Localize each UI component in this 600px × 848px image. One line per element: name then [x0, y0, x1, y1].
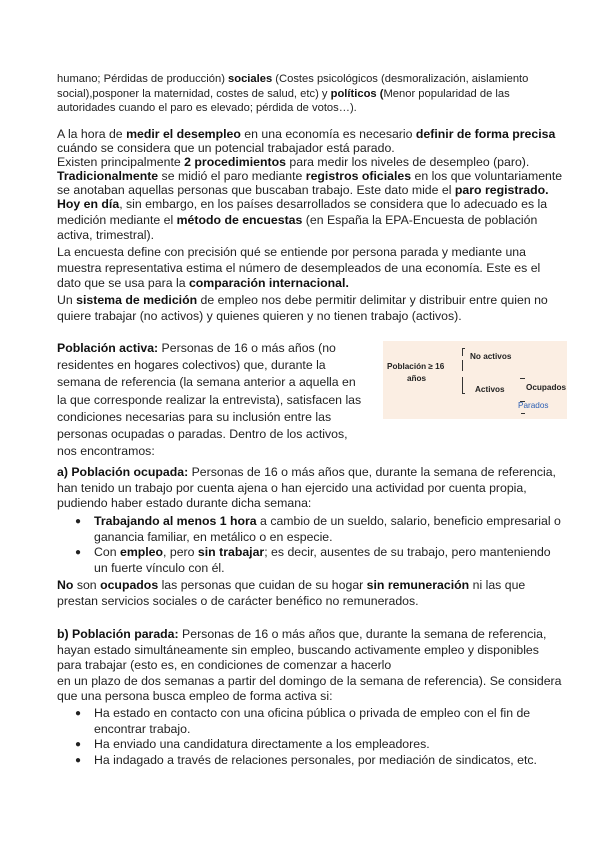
text: humano; Pérdidas de producción) — [57, 73, 229, 85]
text: en una economía es necesario — [240, 127, 416, 141]
text: Un — [57, 293, 77, 307]
bracket-line — [462, 348, 463, 356]
bracket-line — [462, 377, 463, 393]
bold-text: sociales — [228, 73, 273, 85]
list-item: ● Ha indagado a través de relaciones personales, por mediación de sindicatos, etc. — [57, 753, 565, 769]
bold-text: medir el desempleo — [126, 127, 241, 141]
paragraph-poblacion-parada — [57, 627, 565, 705]
bracket-line — [520, 378, 525, 379]
paragraph-procedimientos — [57, 155, 565, 169]
bracket-line — [462, 360, 463, 371]
text: Personas de 16 o más años (no residentes en hogares colectivos) que, durante la semana de referencia (la semana anterior a aquella en la que corresponde realizar la entrevista), satisfacen las condiciones necesarias para su inclusión entre las personas ocupadas o paradas. Dentro de los activos, nos encontramos: — [57, 341, 362, 459]
paragraph-encuesta — [57, 245, 565, 292]
bold-text: empleo — [119, 545, 164, 560]
list-item: ● Ha estado en contacto con una oficina pública o privada de empleo con el fin de encontrar trabajo. — [57, 706, 565, 737]
text: , sin embargo, en los países desarrollados se considera que lo adecuado es la medición mediante el — [57, 197, 548, 227]
text: Existen principalmente — [57, 155, 185, 169]
text: (Costes psicológicos (desmoralización, aislamiento social),posponer la maternidad, costes de salud, etc) y — [57, 73, 529, 100]
text: las personas que cuidan de su hogar — [158, 578, 367, 592]
text: en un plazo de dos semanas a partir del domingo de la semana de referencia). Se considera que una persona busca empleo de forma activa si: — [57, 673, 562, 704]
bold-text: método de encuestas — [176, 212, 303, 227]
list-item — [57, 545, 565, 576]
paragraph-hoy-en-dia — [57, 197, 565, 244]
bold-text: paro registrado. — [454, 183, 549, 198]
text: Menor popularidad de las autoridades cuando el paro es elevado; pérdida de votos…). — [57, 87, 510, 114]
text: La encuesta define con precisión qué se entiende por persona parada y mediante una muestra representativa estima el número de desempleados de una economía. Este es el dato que se usa para la — [57, 245, 541, 291]
text: , pero — [163, 545, 198, 560]
bold-text: políticos ( — [330, 87, 384, 100]
text: son — [73, 578, 101, 592]
text: se midió el paro mediante — [158, 169, 306, 183]
paragraph-medir-desempleo — [57, 127, 565, 155]
text: a cambio de un sueldo, salario, beneficio empresarial o ganancia familiar, en metálico o en especie. — [94, 514, 561, 544]
text: cuándo se considera que un potencial trabajador está parado. — [57, 141, 395, 156]
bold-text: ocupados — [100, 578, 159, 592]
text: Personas de 16 o más años que, durante la semana de referencia, han tenido un trabajo por cuenta ajena o han ejercido una actividad por cuenta propia, pudiendo haber estado durante dicha semana: — [57, 465, 556, 511]
text: en los que voluntariamente se anotaban aquellas personas que buscaban trabajo. Este dato mide el — [57, 169, 563, 198]
text: Personas de 16 o más años que, durante la semana de referencia, hayan estado simultáneamente sin empleo, buscando activamente empleo y disponibles para trabajar (esto es, en condiciones de comenzar a hacerlo — [57, 627, 547, 673]
bold-text: b) Población parada: — [57, 627, 179, 641]
text: A la hora de — [57, 127, 127, 141]
label-parados: Parados — [518, 401, 549, 410]
paragraph-no-ocupados — [57, 578, 565, 609]
list-item: ● Ha enviado una candidatura directamente a los empleadores. — [57, 737, 565, 753]
bold-text: sistema de medición — [76, 293, 198, 307]
bold-text: Tradicionalmente — [57, 169, 159, 183]
bold-text: registros oficiales — [305, 169, 412, 183]
label-no-activos: No activos — [470, 352, 512, 361]
bold-text: sin remuneración — [366, 578, 470, 592]
bold-text: 2 procedimientos — [184, 155, 286, 169]
text: ni las que prestan servicios sociales o de carácter benéfico no remunerados. — [57, 578, 526, 608]
paragraph-sistema-medicion — [57, 293, 565, 324]
bold-text: sin trabajar — [197, 545, 265, 560]
bold-text: Hoy en día — [57, 197, 120, 211]
bracket-line — [462, 348, 465, 349]
population-diagram — [383, 341, 567, 419]
bold-text: definir de forma precisa — [415, 127, 556, 141]
label-poblacion: Población ≥ 16 — [387, 362, 445, 371]
parada-bullet-list — [57, 706, 565, 768]
bold-text: a) Población ocupada: — [57, 465, 189, 479]
bracket-line — [462, 393, 465, 394]
label-anos: años — [407, 374, 427, 383]
bold-text: Población activa: — [57, 341, 159, 355]
bold-text: Trabajando al menos 1 hora — [94, 514, 257, 528]
ocupada-bullet-list — [57, 514, 565, 576]
label-activos: Activos — [475, 385, 505, 394]
paragraph-poblacion-activa — [57, 340, 367, 460]
bold-text: No — [57, 578, 74, 592]
text: Con — [94, 545, 120, 560]
list-item — [57, 514, 565, 545]
label-ocupados: Ocupados — [526, 383, 567, 392]
text: (en España la EPA-Encuesta de población activa, trimestral). — [57, 212, 538, 243]
paragraph-intro-costs — [57, 72, 565, 116]
text: para medir los niveles de desempleo (paro). — [285, 155, 530, 169]
bold-text: comparación internacional. — [188, 276, 349, 291]
paragraph-poblacion-ocupada — [57, 465, 565, 512]
text: ; es decir, ausentes de su trabajo, pero manteniendo un fuerte vínculo con él. — [94, 545, 551, 575]
bracket-line — [521, 413, 525, 414]
paragraph-tradicionalmente — [57, 169, 565, 197]
text: de empleo nos debe permitir delimitar y distribuir entre quien no quiere trabajar (no activos) y quienes quieren y no tienen trabajo (activos). — [57, 293, 548, 323]
